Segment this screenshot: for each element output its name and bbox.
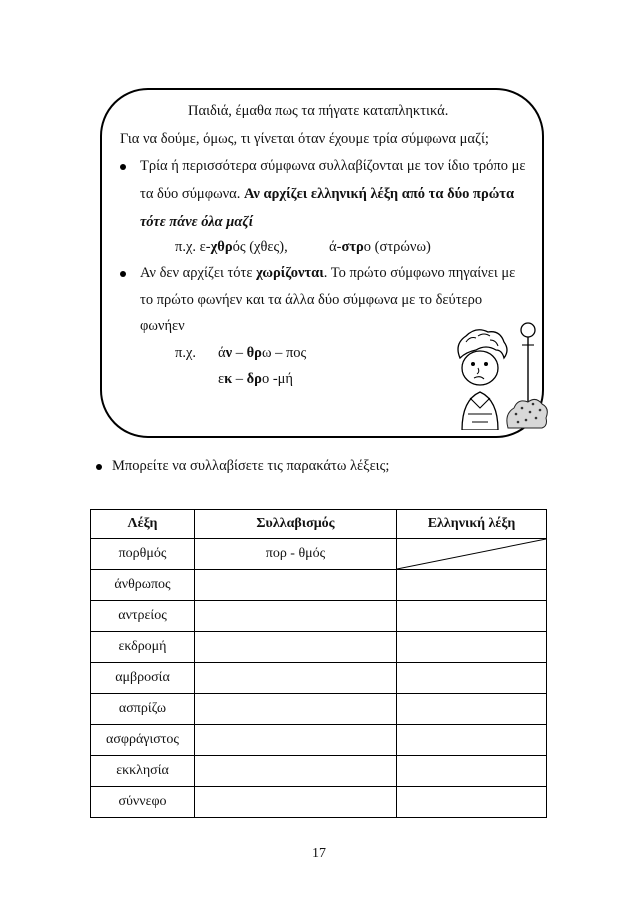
- bubble-greeting: Παιδιά, έμαθα πως τα πήγατε καταπληκτικά.: [188, 103, 449, 119]
- example4-part: ε: [218, 371, 225, 387]
- greek-word-input-cell[interactable]: [397, 632, 547, 663]
- table-row: [91, 632, 547, 663]
- bullet-icon: [120, 164, 126, 170]
- bullet-icon: [120, 271, 126, 277]
- word-cell: εκκλησία: [91, 756, 195, 787]
- table-row: [91, 787, 547, 818]
- example3-part: –: [232, 345, 247, 361]
- word-cell: εκδρομή: [91, 632, 195, 663]
- example2-prefix: ά-: [329, 239, 342, 255]
- table-row: [91, 539, 547, 570]
- greek-word-input-cell[interactable]: [397, 725, 547, 756]
- bullet-icon: [96, 464, 102, 470]
- exercise-instruction: Μπορείτε να συλλαβίσετε τις παρακάτω λέξεις;: [112, 458, 390, 474]
- table-row: [91, 570, 547, 601]
- diagonal-strike-icon: [397, 539, 546, 569]
- table-row: [91, 663, 547, 694]
- word-cell: πορθμός: [91, 539, 195, 570]
- syllabification-input-cell[interactable]: [195, 632, 397, 663]
- rule1-line2-text: τα δύο σύμφωνα.: [140, 186, 245, 202]
- word-cell: άνθρωπος: [91, 570, 195, 601]
- example3: [218, 344, 306, 362]
- example1-bold: χθρ: [210, 239, 233, 255]
- greek-word-input-cell[interactable]: [397, 663, 547, 694]
- rule1-line3: [140, 213, 253, 231]
- syllabification-table: [90, 509, 547, 818]
- bubble-question: Για να δούμε, όμως, τι γίνεται όταν έχουμε τρία σύμφωνα μαζί;: [120, 131, 489, 147]
- rule1-line1: Τρία ή περισσότερα σύμφωνα συλλαβίζονται με τον ίδιο τρόπο με: [140, 158, 526, 174]
- example4-part: ο -μή: [261, 371, 294, 387]
- header-syllabification: Συλλαβισμός: [195, 510, 397, 539]
- example1: [175, 238, 288, 256]
- rule2-line1-rest: . Το πρώτο σύμφωνο πηγαίνει με: [323, 265, 516, 281]
- word-cell: ασπρίζω: [91, 694, 195, 725]
- table-row: [91, 756, 547, 787]
- example3-part: ω – πος: [261, 345, 307, 361]
- example1-rest: ός (χθες),: [232, 239, 288, 255]
- example4: [218, 370, 293, 388]
- rule1-line3-bold: τότε πάνε όλα μαζί: [140, 214, 253, 230]
- example2-bold: στρ: [341, 239, 364, 255]
- example4-bold: κ: [224, 371, 233, 387]
- word-cell: ασφράγιστος: [91, 725, 195, 756]
- example2-rest: ο (στρώνω): [363, 239, 431, 255]
- example3-bold: θρ: [246, 345, 262, 361]
- rule1-line2: [140, 185, 514, 203]
- greek-word-input-cell[interactable]: [397, 694, 547, 725]
- rule2-line1-text: Αν δεν αρχίζει τότε: [140, 265, 257, 281]
- table-row: [91, 694, 547, 725]
- header-greek-word: Ελληνική λέξη: [397, 510, 547, 539]
- greek-word-input-cell[interactable]: [397, 601, 547, 632]
- syllabification-input-cell[interactable]: [195, 570, 397, 601]
- greek-word-input-cell[interactable]: [397, 787, 547, 818]
- greek-word-input-cell[interactable]: [397, 756, 547, 787]
- rule2-line1: [140, 264, 515, 282]
- syllabification-cell: πορ - θμός: [195, 539, 397, 570]
- table-row: [91, 601, 547, 632]
- example1-prefix: π.χ. ε-: [175, 239, 211, 255]
- syllabification-input-cell[interactable]: [195, 663, 397, 694]
- word-cell: σύννεφο: [91, 787, 195, 818]
- rule1-line2-bold: Αν αρχίζει ελληνική λέξη από τα δύο πρώτα: [244, 186, 515, 202]
- word-cell: αμβροσία: [91, 663, 195, 694]
- header-word: Λέξη: [91, 510, 195, 539]
- example3-bold: ν: [225, 345, 233, 361]
- example3-label: π.χ.: [175, 345, 197, 361]
- rule2-line3: φωνήεν: [140, 318, 185, 334]
- example4-bold: δρ: [246, 371, 262, 387]
- cartoon-boy-illustration: [448, 318, 548, 430]
- example2: [329, 238, 431, 256]
- rule2-line2: το πρώτο φωνήεν και τα άλλα δύο σύμφωνα με το δεύτερο: [140, 292, 483, 308]
- greek-word-cell-crossed: [397, 539, 547, 570]
- rule2-line1-bold: χωρίζονται: [256, 265, 324, 281]
- syllabification-input-cell[interactable]: [195, 694, 397, 725]
- example4-part: –: [232, 371, 247, 387]
- syllabification-input-cell[interactable]: [195, 756, 397, 787]
- example3-part: ά: [218, 345, 226, 361]
- greek-word-input-cell[interactable]: [397, 570, 547, 601]
- page-number: 17: [312, 846, 326, 861]
- table-header-row: [91, 510, 547, 539]
- syllabification-input-cell[interactable]: [195, 601, 397, 632]
- syllabification-input-cell[interactable]: [195, 787, 397, 818]
- syllabification-input-cell[interactable]: [195, 725, 397, 756]
- word-cell: αντρείος: [91, 601, 195, 632]
- table-row: [91, 725, 547, 756]
